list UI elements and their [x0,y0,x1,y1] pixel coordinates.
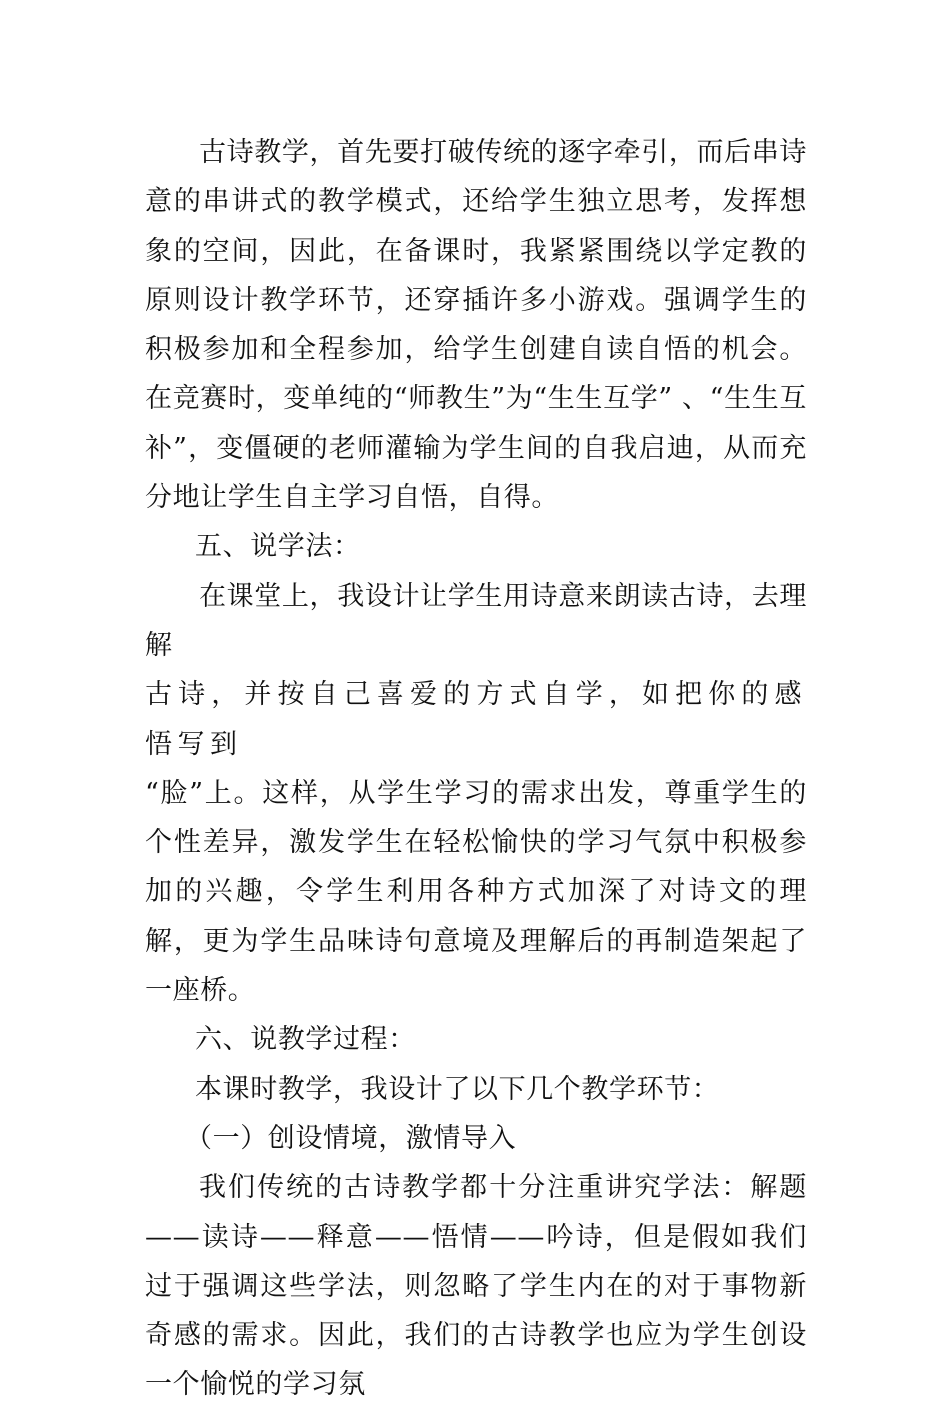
heading-learning-method: 五、说学法： [195,531,361,563]
paragraph-teaching-method: 古诗教学，首先要打破传统的逐字牵引，而后串诗意的串讲式的教学模式，还给学生独立思考，发挥想象的空间，因此，在备课时，我紧紧围绕以学定教的原则设计教学环节，还穿插许多小游戏。强调学生的积极参加和全程参加，给学生创建自读自悟的机会。在竞赛时，变单纯的“师教生”为“生生互学” 、“生生互补”，变僵硬的老师灌输为学生间的自我启迪，从而充分地让学生自主学习自悟，自得。 [145,137,807,514]
paragraph-step-one: 我们传统的古诗教学都十分注重讲究学法：解题——读诗——释意——悟情——吟诗，但是假如我们过于强调这些学法，则忽略了学生内在的对于事物新奇感的需求。因此，我们的古诗教学也应为学生创设一个愉悦的学习氛 [145,1172,807,1401]
paragraph-learning-method-line2: 古诗，并按自己喜爱的方式自学，如把你的感悟写到 [145,679,807,760]
paragraph-teaching-steps: 本课时教学，我设计了以下几个教学环节： [195,1073,720,1105]
document-body [145,128,807,1410]
paragraph-learning-method-line1: 在课堂上，我设计让学生用诗意来朗读古诗，去理解 [145,580,807,661]
paragraph-learning-method-rest: “脸”上。这样，从学生学习的需求出发，尊重学生的个性差异，激发学生在轻松愉快的学习气氛中积极参加的兴趣，令学生利用各种方式加深了对诗文的理解，更为学生品味诗句意境及理解后的再制造架起了一座桥。 [145,777,807,1007]
heading-step-one: （一）创设情境，激情导入 [185,1122,517,1154]
heading-teaching-process: 六、说教学过程： [195,1024,416,1056]
